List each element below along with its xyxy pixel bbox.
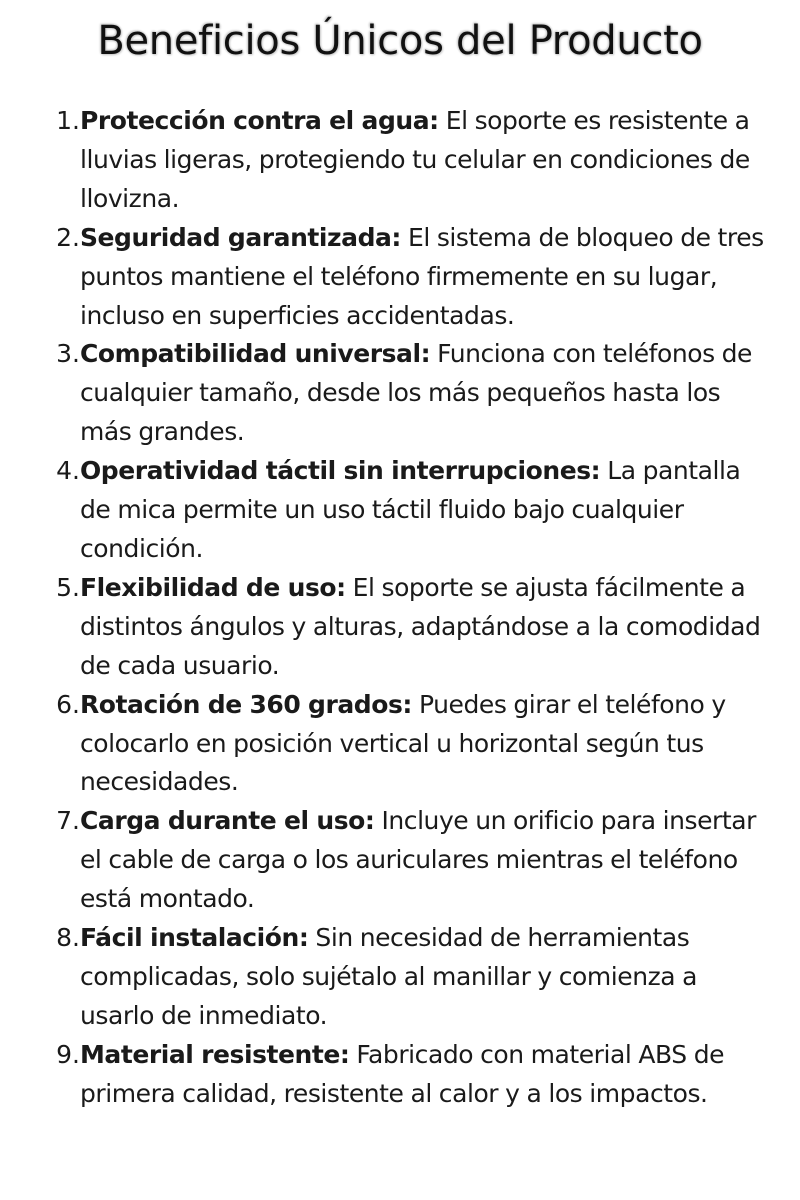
benefit-text-block xyxy=(80,1036,770,1114)
benefit-heading: Protección contra el agua: xyxy=(80,106,439,135)
benefit-item-2 xyxy=(42,219,770,336)
benefit-heading: Fácil instalación: xyxy=(80,923,309,953)
benefit-number: 8. xyxy=(56,923,80,953)
benefit-heading: Compatibilidad universal: xyxy=(80,339,431,369)
benefit-item-4 xyxy=(42,452,770,569)
benefit-number: 4. xyxy=(56,456,80,486)
benefit-number: 3. xyxy=(56,339,80,369)
benefit-number: 7. xyxy=(56,806,80,836)
benefit-heading: Carga durante el uso: xyxy=(80,806,375,836)
benefit-description: Fabricado con material ABS de primera calidad, resistente al calor y a los impactos. xyxy=(80,1039,725,1108)
benefit-number: 6. xyxy=(56,689,80,719)
benefit-heading: Seguridad garantizada: xyxy=(80,222,401,252)
benefit-heading: Flexibilidad de uso: xyxy=(80,572,346,602)
benefit-item-7 xyxy=(42,802,770,919)
benefit-number: 1. xyxy=(56,106,80,135)
benefit-number: 9. xyxy=(56,1039,80,1069)
benefit-heading: Rotación de 360 grados: xyxy=(80,689,412,719)
benefit-text-block xyxy=(80,219,770,336)
benefits-list xyxy=(42,102,770,1114)
benefit-text-block xyxy=(80,102,770,219)
benefit-item-5 xyxy=(42,569,770,686)
benefit-text-block xyxy=(80,452,770,569)
benefit-text-block xyxy=(80,335,770,452)
benefit-item-6 xyxy=(42,686,770,803)
benefit-number: 2. xyxy=(56,222,80,252)
benefit-item-1 xyxy=(42,102,770,219)
benefit-text-block xyxy=(80,686,770,803)
benefit-item-9 xyxy=(42,1036,770,1114)
benefit-text-block xyxy=(80,919,770,1036)
benefit-description: El soporte se ajusta fácilmente a distintos ángulos y alturas, adaptándose a la comodidad de cada usuario. xyxy=(80,572,761,680)
benefit-description: La pantalla de mica permite un uso táctil fluido bajo cualquier condición. xyxy=(80,456,741,563)
benefit-text-block xyxy=(80,802,770,919)
benefit-number: 5. xyxy=(56,572,80,602)
benefit-text-block xyxy=(80,569,770,686)
benefit-description: Sin necesidad de herramientas complicadas, solo sujétalo al manillar y comienza a usarlo de inmediato. xyxy=(80,923,698,1030)
benefit-item-3 xyxy=(42,335,770,452)
benefit-description: El sistema de bloqueo de tres puntos mantiene el teléfono firmemente en su lugar, incluso en superficies accidentadas. xyxy=(80,222,764,330)
benefit-description: Funciona con teléfonos de cualquier tamaño, desde los más pequeños hasta los más grandes. xyxy=(80,339,752,447)
benefit-item-8 xyxy=(42,919,770,1036)
benefit-heading: Operatividad táctil sin interrupciones: xyxy=(80,456,601,486)
page-title: Beneficios Únicos del Producto xyxy=(97,18,703,64)
benefit-description: El soporte es resistente a lluvias ligeras, protegiendo tu celular en condiciones de llovizna. xyxy=(80,106,750,213)
benefit-description: Incluye un orificio para insertar el cable de carga o los auriculares mientras el teléfono está montado. xyxy=(80,806,756,914)
benefit-description: Puedes girar el teléfono y colocarlo en posición vertical u horizontal según tus necesidades. xyxy=(80,689,726,797)
benefit-heading: Material resistente: xyxy=(80,1039,350,1069)
